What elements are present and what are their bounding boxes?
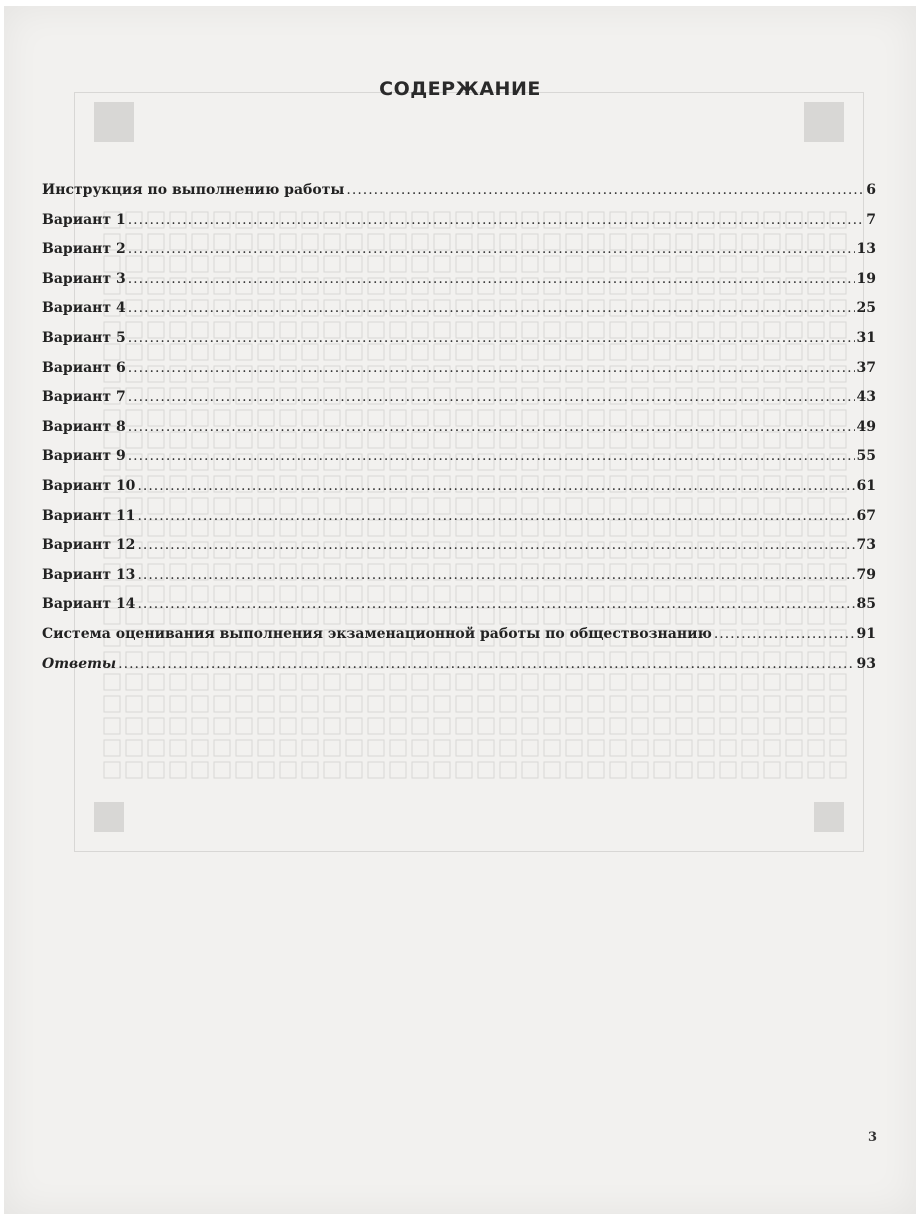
toc-entry-page: 85	[856, 596, 876, 613]
toc-entry-page: 13	[856, 241, 876, 258]
toc-entry-page: 25	[856, 300, 876, 317]
toc-entry-label: Вариант 3	[42, 270, 126, 287]
toc-entry-page: 91	[856, 625, 876, 642]
toc-entry-page: 31	[856, 329, 876, 346]
toc-entry-page: 73	[856, 537, 876, 554]
toc-entry-page: 79	[856, 566, 876, 583]
toc-entry-label: Вариант 11	[42, 507, 136, 524]
toc-entry	[42, 537, 876, 567]
toc-dot-leader	[128, 300, 855, 316]
toc-entry-label: Вариант 12	[42, 537, 136, 554]
toc-dot-leader	[118, 656, 854, 672]
toc-entry	[42, 656, 876, 686]
toc-entry-page: 49	[856, 418, 876, 435]
toc-entry	[42, 448, 876, 478]
toc-entry-page: 93	[856, 655, 876, 672]
toc-dot-leader	[137, 478, 854, 494]
page-title: СОДЕРЖАНИЕ	[379, 78, 541, 100]
toc-dot-leader	[714, 626, 855, 642]
toc-entry	[42, 300, 876, 330]
toc-entry	[42, 330, 876, 360]
toc-dot-leader	[128, 389, 855, 405]
toc-entry-page: 55	[856, 448, 876, 465]
toc-entry	[42, 389, 876, 419]
toc-entry-label: Вариант 6	[42, 359, 126, 376]
toc-entry-label: Вариант 4	[42, 300, 126, 317]
toc-entry-page: 67	[856, 507, 876, 524]
toc-entry	[42, 360, 876, 390]
toc-entry	[42, 567, 876, 597]
toc-entry-label: Вариант 2	[42, 241, 126, 258]
toc-entry-label: Вариант 8	[42, 418, 126, 435]
table-of-contents	[42, 182, 876, 685]
toc-entry	[42, 626, 876, 656]
toc-entry	[42, 596, 876, 626]
toc-entry-page: 6	[866, 182, 876, 198]
toc-entry	[42, 182, 876, 212]
toc-entry-label: Ответы	[42, 655, 117, 672]
toc-entry-label: Вариант 9	[42, 448, 126, 465]
toc-entry	[42, 241, 876, 271]
toc-dot-leader	[128, 330, 855, 346]
toc-dot-leader	[137, 567, 854, 583]
toc-entry-label: Инструкция по выполнению работы	[42, 182, 345, 198]
toc-entry-label: Вариант 13	[42, 566, 136, 583]
toc-dot-leader	[346, 182, 864, 198]
toc-entry	[42, 478, 876, 508]
toc-dot-leader	[128, 419, 855, 435]
toc-entry	[42, 419, 876, 449]
toc-entry	[42, 212, 876, 242]
toc-entry-page: 37	[856, 359, 876, 376]
toc-dot-leader	[137, 508, 854, 524]
toc-entry-label: Вариант 10	[42, 477, 136, 494]
toc-entry-page: 61	[856, 477, 876, 494]
toc-dot-leader	[137, 537, 854, 553]
toc-entry-label: Вариант 7	[42, 389, 126, 406]
toc-entry-page: 7	[866, 211, 876, 228]
toc-entry-label: Вариант 14	[42, 596, 136, 613]
toc-dot-leader	[128, 448, 855, 464]
toc-dot-leader	[128, 241, 855, 257]
toc-entry-page: 19	[856, 270, 876, 287]
toc-entry-label: Вариант 1	[42, 211, 126, 228]
toc-dot-leader	[128, 212, 865, 228]
toc-entry-page: 43	[856, 389, 876, 406]
toc-entry	[42, 508, 876, 538]
toc-dot-leader	[128, 271, 855, 287]
toc-entry-label: Система оценивания выполнения экзаменационной работы по обществознанию	[42, 625, 712, 642]
page-number: 3	[868, 1130, 878, 1145]
toc-dot-leader	[137, 596, 854, 612]
toc-dot-leader	[128, 360, 855, 376]
toc-entry-label: Вариант 5	[42, 329, 126, 346]
toc-entry	[42, 271, 876, 301]
